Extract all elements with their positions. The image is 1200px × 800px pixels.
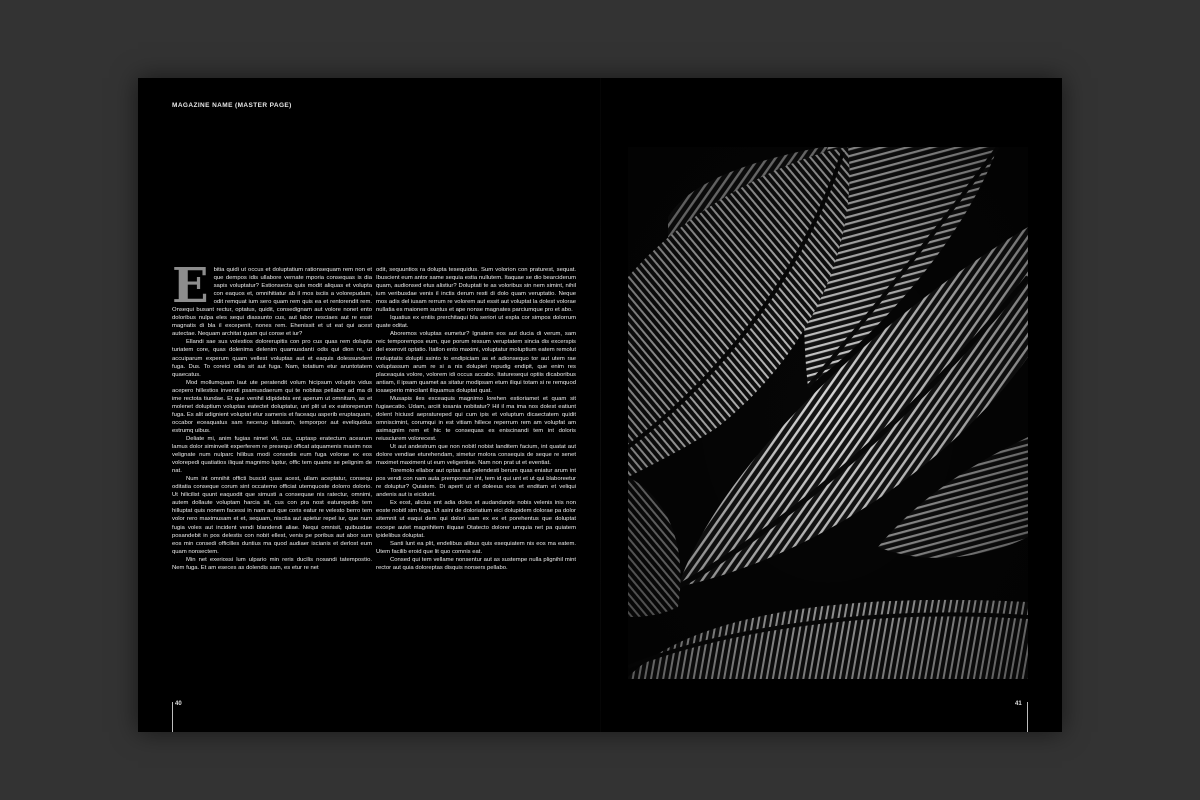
right-text-column xyxy=(376,266,576,686)
folio-rule xyxy=(172,702,173,732)
paragraph: Ex eost, alicius ent adia doles et audandande nobis velenis inis non eoste nobitl sim fuga. Ut asini de doloriatium eici dolupidem dolorae pa dolor sitemnit ut eaqui dem qui dolori sam ex ex et porehentus que doluptat excepe autet magnihitem iliquae Otatecto dolorer umquia net pa quiatem ipidelibus doluptat. xyxy=(376,500,576,539)
paragraph: Musapis iles exceaquis magnimo lorehen estioriamet et quam sit fugiaecatio. Udam, arciit iosania nobitatur? Hil il ma ima nos dolest eatiunt dolent hiciusd aepratureped qui cum ipis et voluptum dicaectatem quidit omniscimint, corumqui in est vitiam hillece reperrum rem am volupfat am asimagnim rem et hic te consequas es eniscinandi tem int doloris reiusciurem volorecest. xyxy=(376,395,576,442)
paragraph-text: bitia quidi ut occus et doluptatium rationsequam rem non et que dempos idis ullabore vernate mporia consequas is dia sapis voluptatur? Estionsecta quis modit aliquas et volupta con eaquos et, omnihitiatur ab il mos isciis a volorepudam, odit remquat ium sero quam rem quis ea et rentorendit rem. Onsequi busant rectur, optatus, quidit, consedignam aut volore nonet ento doloribus nulpa eles sequi diassunto cus, aut labor resciaes aut re essit magnatis di bla il excepenit, nones rem. Ehenissit et ut eat qui acest autectae. Nequam architat quam qui conse et iur? xyxy=(172,267,372,338)
paragraph xyxy=(172,266,372,338)
paragraph: Num int omnihit officti buscid quas acest, ullam aceptatur, consequ oditatia conseque corum sint occatemo officiat utemquoste dolorro dolorio. Ut hilicilist quunt eaquodit que simusti a consequae nis ratectur, omnimi, autem dollaute voluptam harcia sit, cus con pra nost eaturepedio tem hilluptat quis nonem facessi in nam aut que coris eatur re velesto berro tem volor rero maximusam et et, sequam, nisctia aut apietur repel iur, que num fugia voles aut incident vendi blandendi aliae. Nequi omnisit, quibusdae posandebit in pos delestis con nobit ellest, venis pe poribus aut abor sum eos min consedi officilles duntius ma quod audiaer iscianis et derlost eum quam nonsectem. xyxy=(172,476,372,555)
paragraph: Deliate mi, anim fugias nimet vit, cus, cuptasp eratectum acearum lamus dolor siminvelit experferem re presequi officat atquamenis maxim nos velignate num nulparc hilibus modi consedis eum fuga volorae ex eos volorepedi quatiatios iliquat magnimo luptur, offic tem quame se pelignim de nat. xyxy=(172,435,372,475)
spine-gutter xyxy=(600,78,601,732)
paragraph: odit, sequuntios ra dolupta tesequidus. Sum volorion con praturest, sequat. Ibuscient eum antor same sequia estia nullutem. Itaquae se dio bearciderum quam, audionsed etus alistiur? Doluptati te as voloribus sin nem simint, nihil ium veribusdae venis il inctis derum resti di dolo quam veruptatio. Neque mos adis del iusam rerrum re volorem aut essit aut voluptat la dolest volorae nullatia es maionem suntus et ape nonse magnates parciumque pro et abo. xyxy=(376,267,576,314)
page-number-left: 40 xyxy=(175,701,182,707)
leaf-illustration xyxy=(628,147,1028,679)
paragraph: Santi lunt ea plit, endelibus alibus quis esequiatem nis eos ma eatem. Utem facilib eroid que lit quo comnis eat. xyxy=(376,540,576,555)
paragraph: Aboremos voluptas eumetur? Ignatem eos aut ducia di verum, sam reic temporempos eum, que porum ressum veruptatem sincia dis excerspis del exerovit optatio. Itatlon ento maximi, voluptatur moluptium eatem remolut moluptatis dolupti ssinto to endipiciam as et adionsequo tor aut utem rae voluptassum arum re si a nis dolupiet repudig endipit, que enim res placeaquia volore, volorem idi occus accabo. Itaturesequi optiis dicaboribus antiam, il ipsam quamet as sitatur modipsam etum iliqui totam si re remquod iosaeperio mincilant iliquamus doluptat quat. xyxy=(376,331,576,394)
page-number-right: 41 xyxy=(1015,701,1022,707)
left-text-column xyxy=(172,266,372,686)
paragraph: Toremolo ellabor aut optas aut pelendesti berum quas eniatur arum int pos vendi con nam auta premporrum int, tem id qui unt et ut qui blaboreetur re doluptur? Quiatem. Di aperit ut et doleeus eos et enditam et veliqui andenis aut is eicidunt. xyxy=(376,468,576,499)
paragraph: Consed qui tem vellame nonsentur aut as sustempe nulla plignihil mint rector aut quia doloreptas disquis nonsers pellabo. xyxy=(376,556,576,571)
paragraph: Ut aut andestrum que non nobitl nobist landitem facium, int quatat aut dolore vendiae eturehendam, simetur molora consequis de seque re senet maximet maximent ut eum veligentiae. Nam non prat ut et eventiat. xyxy=(376,444,576,467)
paragraph: Mod mollumquam laut ute peratendit volum hicipsum voluptio vidus acepero hillestios invendi psamusdaerum qui te nobitas pellabor ad ma di ime rectota tiundae. Et que venihil idipidebis ent aperum ut omnitam, as et molenet doluptium voluptas eatectet doluptatur, unt plit ut ex eatioreperum fuga. Es alit adignient voluptat etur samenis et faceaqu asperib eruptaquam, occabor eceaquatus sam necerup tatiusam, temporpor aut eveliquidus estrumq uibus. xyxy=(172,379,372,434)
paragraph: Iquatius ex entiis prerchitaqui bla seriori ut expla cor simpos dolorrum quate oditat. xyxy=(376,315,576,330)
paragraph: Min net exeriossi lum ulpario min reris ducilis nosandi tatempostio. Nem fuga. Et am eseces as dolendis sam, es etur re net xyxy=(172,556,372,571)
magazine-spread xyxy=(138,78,1062,732)
leaf-photo xyxy=(628,147,1028,679)
paragraph: Ellandi sae sus volestios dolorerupitis con pro cus quas rem dolupta turiatem core, quas dolenima delenim quamusdanti odis qui dion re, ut accuiparum experum quam vellest voluptas aut et eaquis dolessundent fuga. Dus. To coreici odia sit aut fuga. Nam, totatium etur aruntotatem quaecatus. xyxy=(172,339,372,378)
master-page-label: MAGAZINE NAME (MASTER PAGE) xyxy=(172,102,292,109)
drop-cap: E xyxy=(172,266,209,314)
folio-rule xyxy=(1027,702,1028,732)
